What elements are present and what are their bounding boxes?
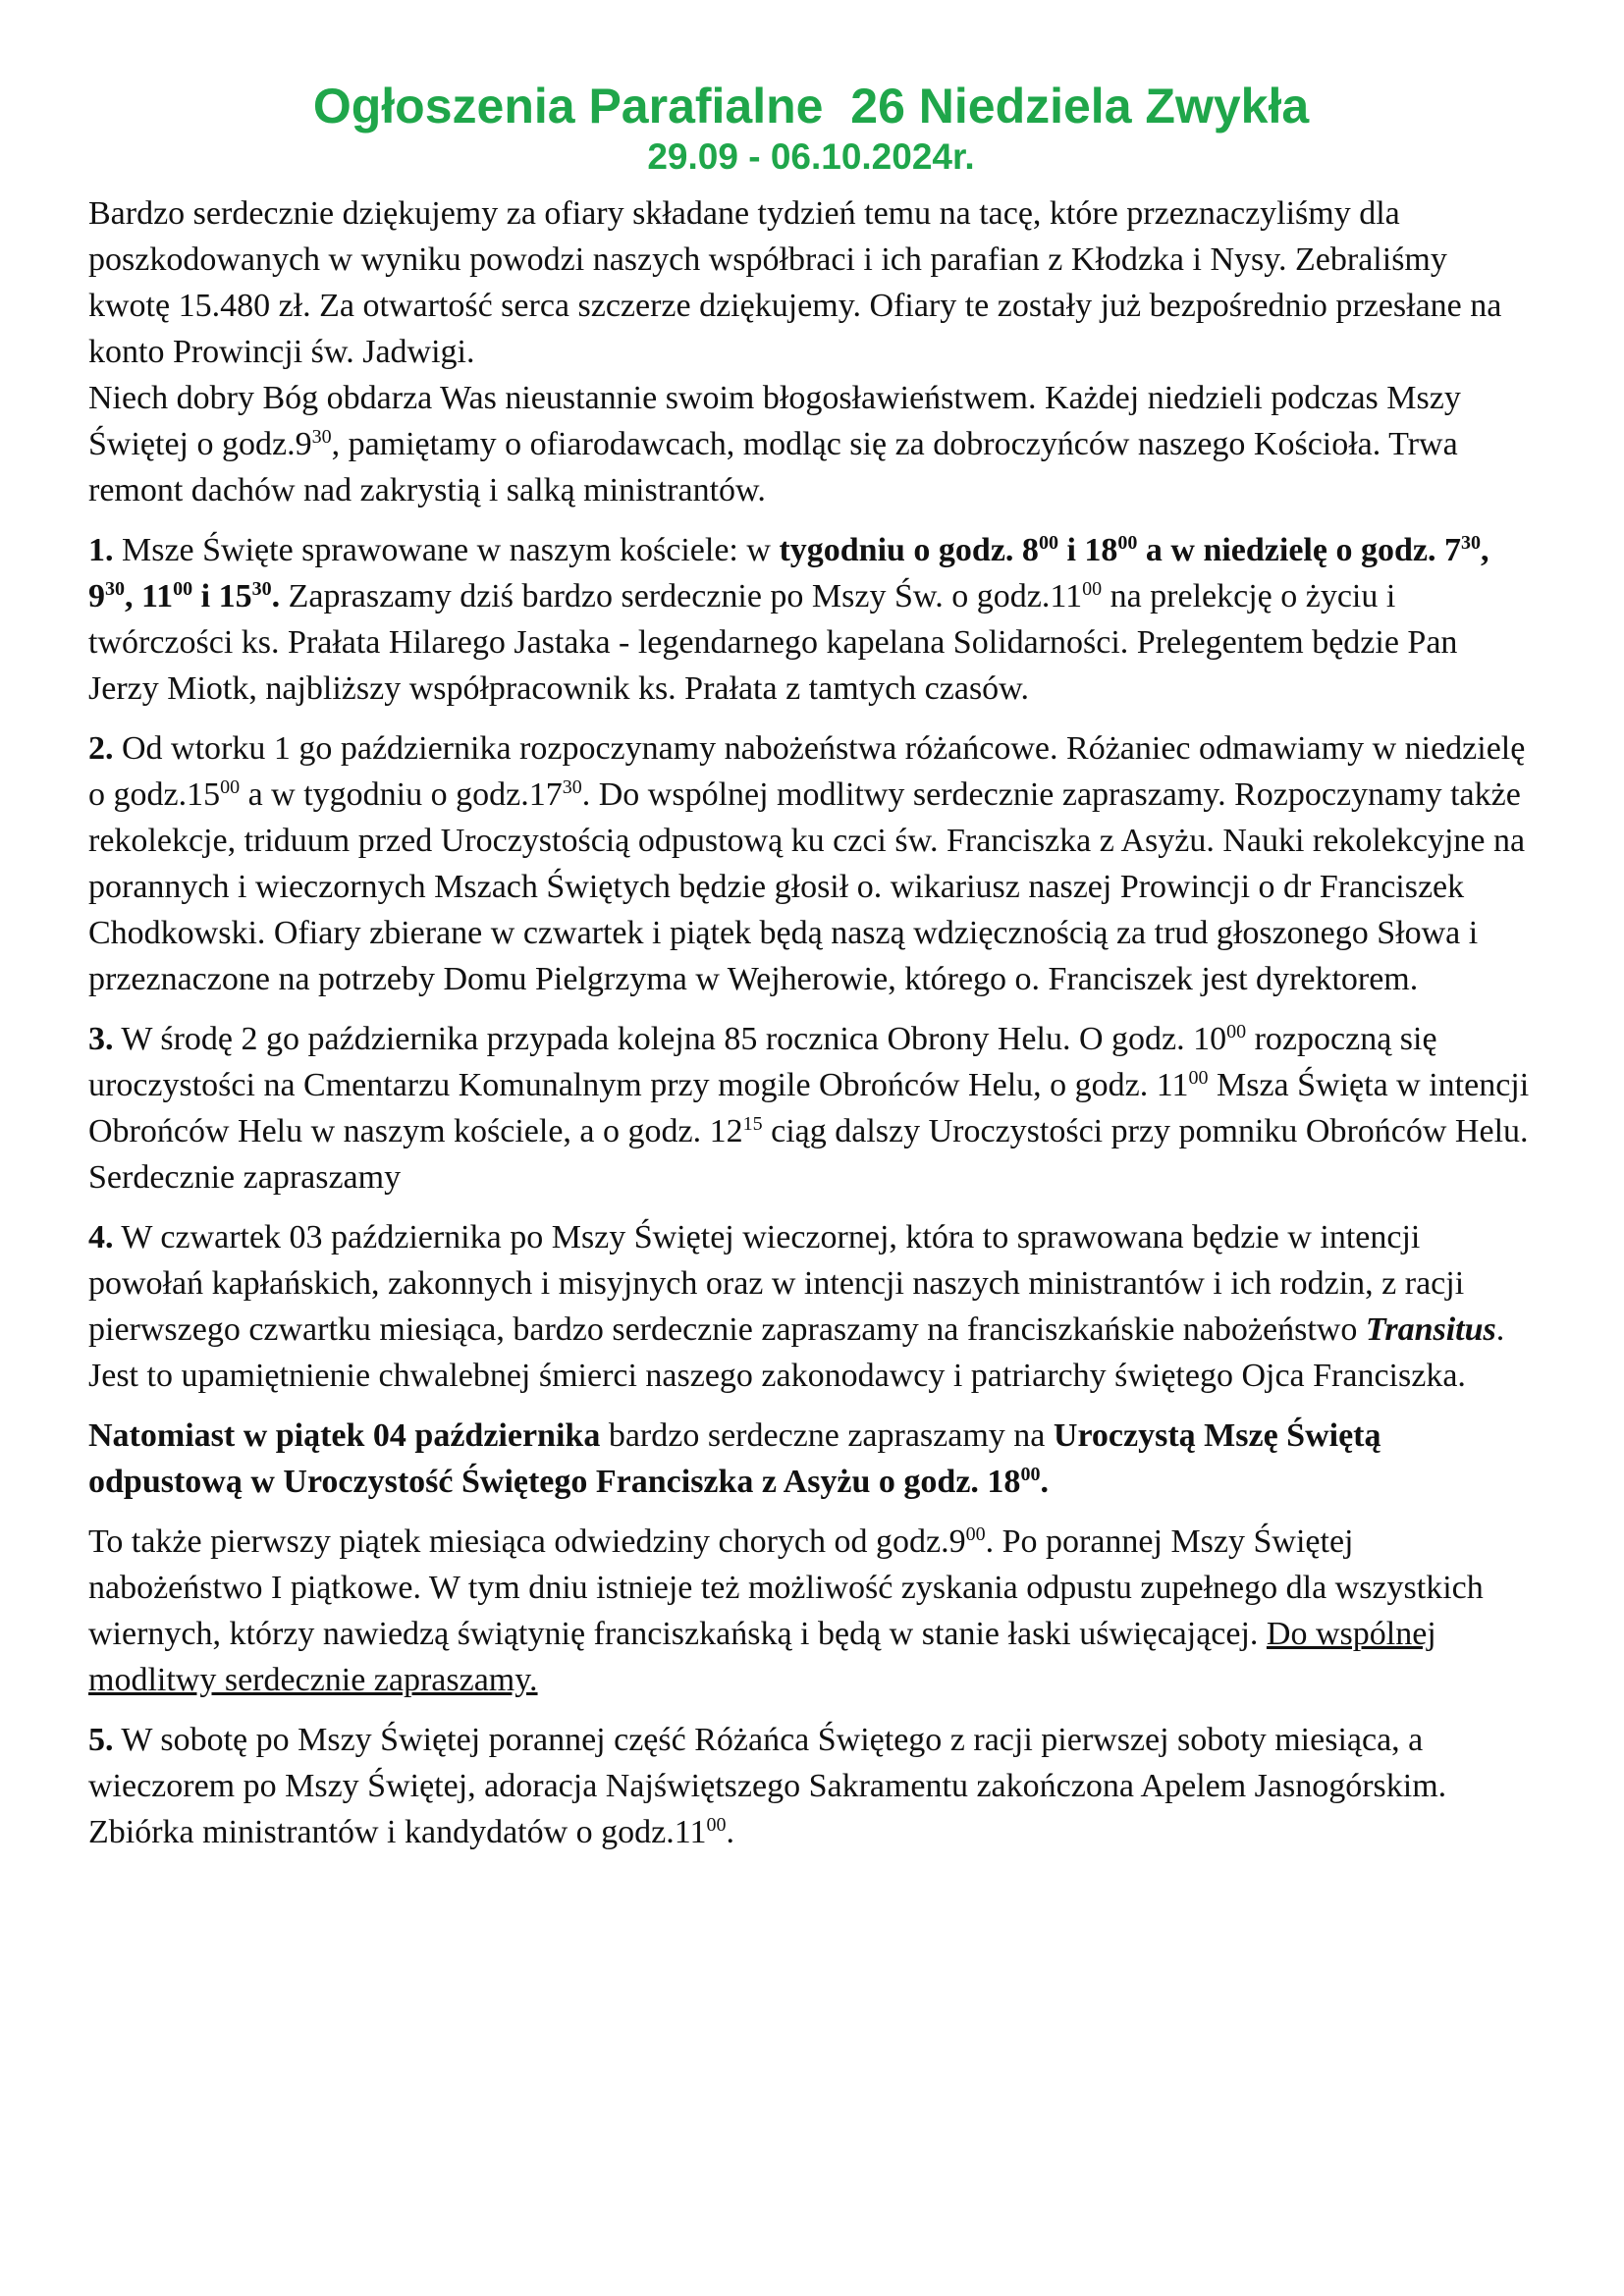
blessing-paragraph: Niech dobry Bóg obdarza Was nieustannie swoim błogosławieństwem. Każdej niedzieli podczas Mszy Świętej o $godz.9^{30}$, pamiętamy o ofiarodawcach, modląc się za dobroczyńców naszego Kościoła. Trwa remont dachów nad zakrystią i salką ministrantów. — [88, 380, 1461, 508]
date-range: 29.09 - 06.10.2024r. — [647, 136, 975, 177]
intro-paragraph: Bardzo serdecznie dziękujemy za ofiary składane tydzień temu na tacę, które przeznaczyliśmy dla poszkodowanych w wyniku powodzi naszych współbraci i ich parafian z Kłodzka i Nysy. Zebraliśmy kwotę 15.480 zł. Za otwartość serca szczerze dziękujemy. Ofiary te zostały już bezpośrednio przesłane na konto Prowincji św. Jadwigi. — [88, 195, 1502, 370]
announcement-3: 3. W środę 2 go października przypada kolejna 85 rocznica Obrony Helu. O godz. $10^{00}$ rozpoczną się uroczystości na Cmentarzu Komunalnym przy mogile Obrońców Helu, o godz. $11^{00}$ Msza Święta w intencji Obrońców Helu w naszym kościele, a o godz. $12^{15}$ ciąg dalszy Uroczystości przy pomniku Obrońców Helu. Serdecznie zapraszamy — [88, 1021, 1530, 1196]
first-friday-paragraph: To także pierwszy piątek miesiąca odwiedziny chorych od $godz.9^{00}$. Po porannej Mszy Świętej nabożeństwo I piątkowe. W tym dniu istnieje też możliwość zyskania odpustu zupełnego dla wszystkich wiernych, którzy nawiedzą świątynię franciszkańską i będą w stanie łaski uświęcającej. Do wspólnej modlitwy serdecznie zapraszamy. — [88, 1523, 1484, 1698]
announcement-1: 1. Msze Święte sprawowane w naszym kościele: w tygodniu o godz. $8^{00}$ i $18^{00}$ a w niedzielę o godz. $7^{30}$, $9^{30}$, $11^{00}$ i $15^{30}$. Zapraszamy dziś bardzo serdecznie po Mszy Św. o $godz.11^{00}$ na prelekcję o życiu i twórczości ks. Prałata Hilarego Jastaka - legendarnego kapelana Solidarności. Prelegentem będzie Pan Jerzy Miotk, najbliższy współpracownik ks. Prałata z tamtych czasów. — [88, 532, 1489, 707]
item-number: 2. — [88, 730, 114, 767]
friday-solemnity-paragraph: Natomiast w piątek 04 października bardzo serdeczne zapraszamy na Uroczystą Mszę Świętą odpustową w Uroczystość Świętego Franciszka z Asyżu o godz. $18^{00}$. — [88, 1417, 1381, 1500]
item-number: 3. — [88, 1021, 114, 1057]
item-number: 1. — [88, 532, 114, 568]
announcement-5: 5. W sobotę po Mszy Świętej porannej część Różańca Świętego z racji pierwszej soboty miesiąca, a wieczorem po Mszy Świętej, adoracja Najświętszego Sakramentu zakończona Apelem Jasnogórskim. Zbiórka ministrantów i kandydatów o $godz.11^{00}$. — [88, 1722, 1447, 1850]
item-number: 5. — [88, 1722, 114, 1758]
announcement-2: 2. Od wtorku 1 go października rozpoczynamy nabożeństwa różańcowe. Różaniec odmawiamy w niedzielę o $godz.15^{00}$ a w tygodniu o $godz.17^{30}$. Do wspólnej modlitwy serdecznie zapraszamy. Rozpoczynamy także rekolekcje, triduum przed Uroczystością odpustową ku czci św. Franciszka z Asyżu. Nauki rekolekcyjne na porannych i wieczornych Mszach Świętych będzie głosił o. wikariusz naszej Prowincji o dr Franciszek Chodkowski. Ofiary zbierane w czwartek i piątek będą naszą wdzięcznością za trud głoszonego Słowa i przeznaczone na potrzeby Domu Pielgrzyma w Wejherowie, którego o. Franciszek jest dyrektorem. — [88, 730, 1526, 997]
mass-times: tygodniu o godz. $8^{00}$ i $18^{00}$ a w niedzielę o godz. $7^{30}$, $9^{30}$, $11^{00}$ i $15^{30}$. — [88, 532, 1489, 614]
announcement-4: 4. W czwartek 03 października po Mszy Świętej wieczornej, która to sprawowana będzie w intencji powołań kapłańskich, zakonnych i misyjnych oraz w intencji naszych ministrantów i ich rodzin, z racji pierwszego czwartku miesiąca, bardzo serdecznie zapraszamy na franciszkańskie nabożeństwo Transitus. Jest to upamiętnienie chwalebnej śmierci naszego zakonodawcy i patriarchy świętego Ojca Franciszka. — [88, 1219, 1505, 1394]
invitation-underlined: Do wspólnej modlitwy serdecznie zapraszamy. — [88, 1616, 1436, 1698]
item-number: 4. — [88, 1219, 114, 1255]
page-title: Ogłoszenia Parafialne 26 Niedziela Zwykła — [312, 79, 1310, 133]
transitus-term: Transitus — [1365, 1311, 1496, 1348]
